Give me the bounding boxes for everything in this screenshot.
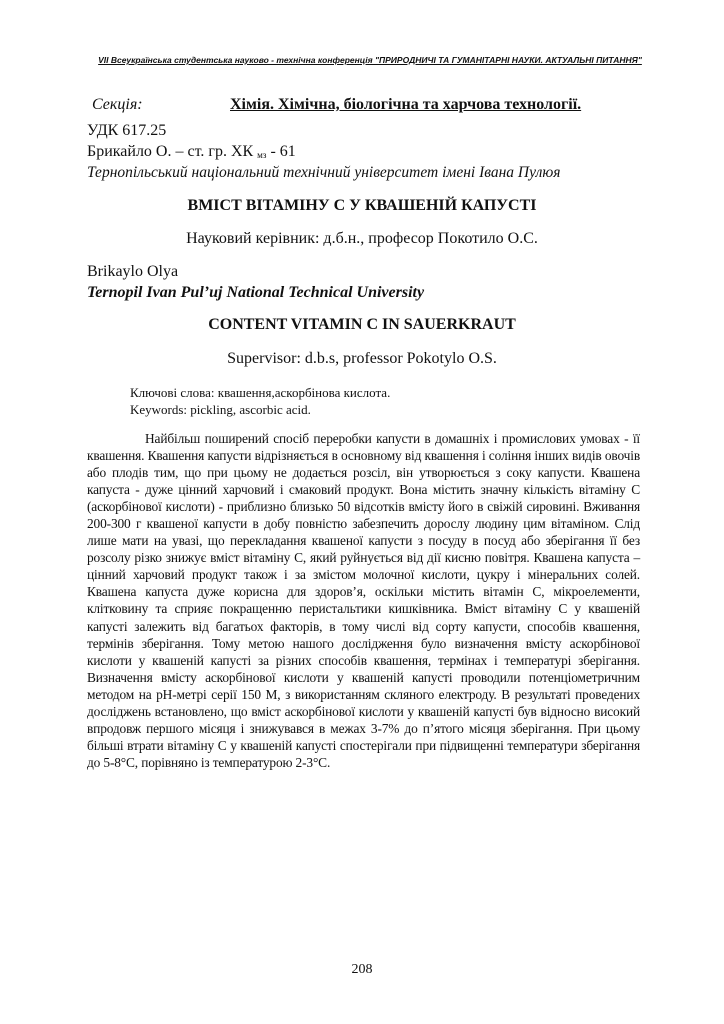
page-number: 208 [351, 962, 373, 977]
author-ua-subscript: мз [257, 150, 267, 160]
udk-code: УДК 617.25 [87, 122, 167, 139]
section-row [92, 96, 652, 118]
university-ua: Тернопільський національний технічний університет імені Івана Пулюя [87, 164, 561, 181]
conference-header: VII Всеукраїнська студентська науково - технічна конференція "ПРИРОДНИЧІ ТА ГУМАНІТАРНІ НАУКИ. АКТУАЛЬНІ ПИТАННЯ" [98, 55, 642, 65]
section-label: Секція: [92, 96, 143, 113]
keywords-en [130, 402, 311, 418]
author-ua-suffix: - 61 [270, 143, 296, 160]
section-value: Хімія. Хімічна, біологічна та харчова технології. [230, 96, 582, 113]
university-en: Ternopil Ivan Pul’uj National Technical University [87, 284, 425, 301]
supervisor-en: Supervisor: d.b.s, professor Pokotylo O.S. [227, 350, 497, 367]
keywords-ua: Ключові слова: квашення,аскорбінова кислота. [130, 385, 391, 400]
keywords-en-value: pickling, ascorbic acid. [187, 402, 311, 417]
title-en: CONTENT VITAMIN C IN SAUERKRAUT [208, 316, 516, 333]
author-ua-text: Брикайло О. – ст. гр. ХК [87, 143, 254, 160]
author-ua [87, 143, 296, 161]
body-paragraph: Найбільш поширений спосіб переробки капусти в домашніх і промислових умовах - її квашення. Квашення капусти відрізняється в основному від квашення і соління інших видів овочів або плодів тим, що при цьому не додається розсіл, він утворюється з соку капусти. Квашена капуста - дуже цінний харчовий і смаковий продукт. Вона містить значну кількість вітаміну С (аскорбінової кислоти) - приблизно близько 50 відсотків вмісту його в свіжій сировині. Вживання 200-300 г квашеної капусти в добу повністю забезпечить дорослу людину цим вітаміном. Слід лише мати на увазі, що перекладання квашеної капусти з посуду в посуд або зберігання її без розсолу різко знижує вміст вітаміну С, який руйнується від дії кисню повітря. Квашена капуста – цінний харчовий продукт також і за змістом молочної кислоти, цукру і мінеральних солей. Квашена капуста дуже корисна для здоров’я, оскільки містить вітамін С, мікроелементи, клітковину та сприяє покращенню перистальтики кишківника. Вміст вітаміну С у квашеній капусті залежить від багатьох факторів, в тому числі від сорту капусти, способів квашення, термінів зберігання. Тому метою нашого дослідження було визначення вмісту аскорбінової кислоти у квашеній капусті за різних способів квашення, термінах і температурі зберігання. Визначення вмісту аскорбінової кислоти у квашеній капусті проводили потенціометричним методом на pH-метрі серії 150 М, з використанням скляного електроду. В результаті проведених досліджень встановлено, що вміст аскорбінової кислоти у квашеній капусті був відносно високий впродовж першого місяця і знижувався в межах 3-7% до п’ятого місяця зберігання. При цьому більші втрати вітаміну С у квашеній капусті спостерігали при підвищенні температури зберігання до 5-8°С, порівняно із температурою 2-3°С. [87, 431, 640, 770]
title-ua: ВМІСТ ВІТАМІНУ С У КВАШЕНІЙ КАПУСТІ [187, 197, 537, 214]
supervisor-ua: Науковий керівник: д.б.н., професор Покотило О.С. [186, 230, 538, 247]
keywords-en-label: Keywords: [130, 402, 188, 417]
author-en: Brikaylo Olya [87, 263, 179, 280]
